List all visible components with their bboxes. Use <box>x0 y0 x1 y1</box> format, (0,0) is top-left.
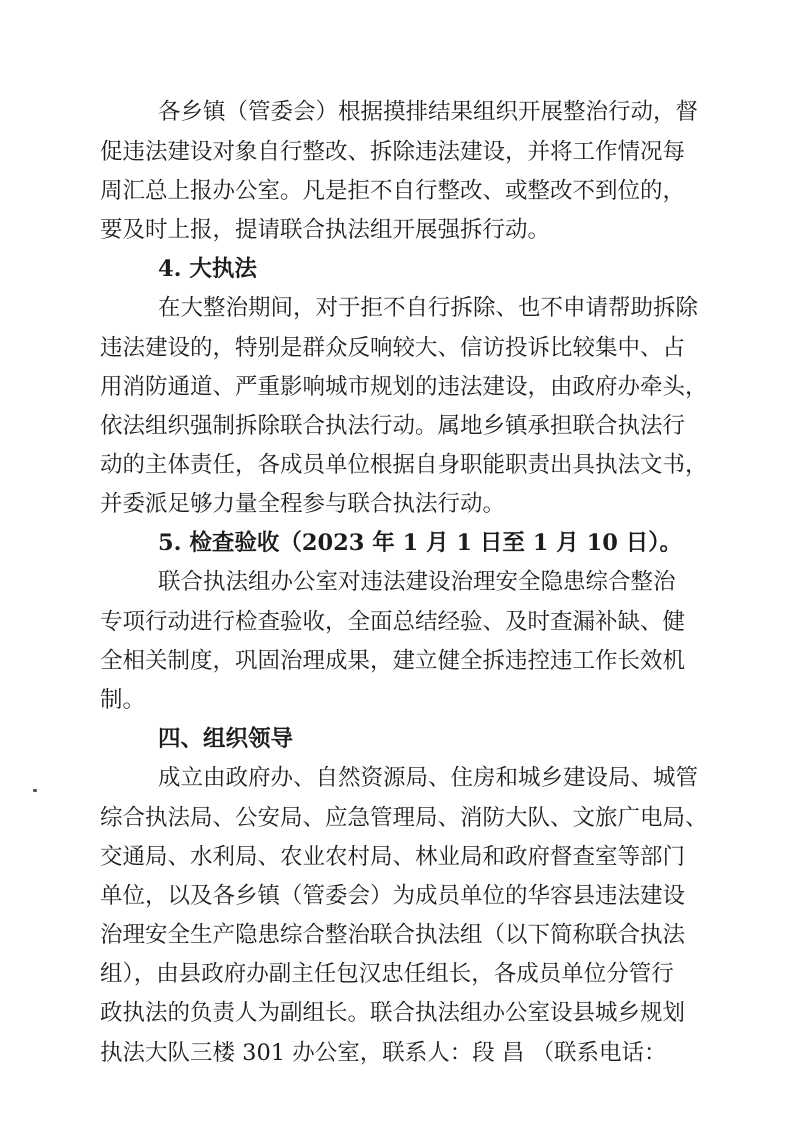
paragraph-line: 政执法的负责人为副组长。联合执法组办公室设县城乡规划 <box>100 1000 686 1026</box>
paragraph-line: 促违法建设对象自行整改、拆除违法建设，并将工作情况每 <box>100 139 686 165</box>
paragraph-line: 动的主体责任，各成员单位根据自身职能职责出具执法文书， <box>100 452 708 478</box>
paragraph-line: 并委派足够力量全程参与联合执法行动。 <box>100 491 506 517</box>
paragraph-line: 用消防通道、严重影响城市规划的违法建设，由政府办牵头， <box>100 374 708 400</box>
paragraph-line: 周汇总上报办公室。凡是拒不自行整改、或整改不到位的， <box>100 178 686 204</box>
paragraph-line: 组），由县政府办副主任包汉忠任组长，各成员单位分管行 <box>100 961 674 987</box>
paragraph-line: 各乡镇（管委会）根据摸排结果组织开展整治行动，督 <box>158 99 699 125</box>
paragraph-line: 全相关制度，巩固治理成果，建立健全拆违控违工作长效机 <box>100 648 686 674</box>
paragraph-line: 单位，以及各乡镇（管委会）为成员单位的华容县违法建设 <box>100 883 686 909</box>
paragraph-line: 交通局、水利局、农业农村局、林业局和政府督查室等部门 <box>100 844 686 870</box>
scan-speck <box>33 789 37 792</box>
step-5-heading: 5. 检查验收（2023 年 1 月 1 日至 1 月 10 日）。 <box>158 530 682 556</box>
paragraph-line: 专项行动进行检查验收，全面总结经验、及时查漏补缺、健 <box>100 609 686 635</box>
paragraph-line: 联合执法组办公室对违法建设治理安全隐患综合整治 <box>158 569 676 595</box>
paragraph-line: 综合执法局、公安局、应急管理局、消防大队、文旅广电局、 <box>100 805 708 831</box>
paragraph-line: 要及时上报，提请联合执法组开展强拆行动。 <box>100 217 551 243</box>
paragraph-line: 执法大队三楼 301 办公室，联系人：段 昌 （联系电话： <box>100 1040 667 1066</box>
paragraph-line: 违法建设的，特别是群众反响较大、信访投诉比较集中、占 <box>100 335 686 361</box>
paragraph-line: 在大整治期间，对于拒不自行拆除、也不申请帮助拆除 <box>158 295 699 321</box>
paragraph-line: 依法组织强制拆除联合执法行动。属地乡镇承担联合执法行 <box>100 413 686 439</box>
paragraph-line: 成立由政府办、自然资源局、住房和城乡建设局、城管 <box>158 765 699 791</box>
step-4-heading: 4. 大执法 <box>158 256 257 282</box>
section-4-heading: 四、组织领导 <box>158 726 294 752</box>
paragraph-line: 治理安全生产隐患综合整治联合执法组（以下简称联合执法 <box>100 922 686 948</box>
paragraph-line: 制。 <box>100 687 146 713</box>
